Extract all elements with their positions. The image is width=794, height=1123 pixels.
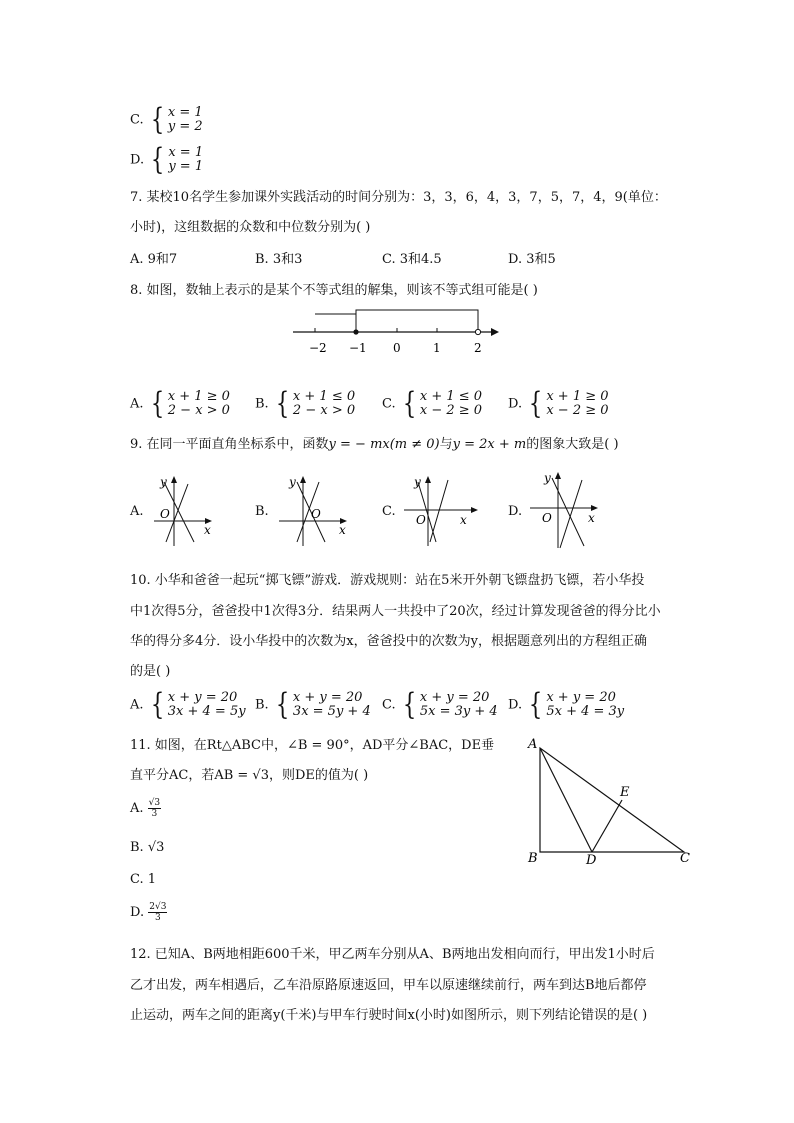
- q9-option-b-label: B.: [255, 504, 269, 519]
- solution-bracket: [356, 310, 478, 332]
- q10-stem-line2: 中1次得5分，爸爸投中1次得3分．结果两人一共投中了20次，经过计算发现爸爸的得分比小: [130, 604, 661, 619]
- x-label: x: [339, 523, 346, 537]
- x-label: x: [460, 513, 467, 527]
- line-2: [430, 480, 448, 542]
- label-c: C: [680, 851, 690, 866]
- q9-option-d-label: D.: [508, 504, 523, 519]
- q10-option-a: A. { x + y = 20 3x + 4 = 5y: [130, 687, 246, 722]
- y-axis-arrow-icon: [425, 476, 431, 483]
- label-1: 1: [433, 341, 441, 355]
- origin-label: O: [416, 513, 426, 527]
- origin-label: O: [542, 511, 552, 525]
- closed-point-minus1: [353, 329, 358, 334]
- q9-stem: 9. 在同一平面直角坐标系中，函数y = − mx(m ≠ 0)与y = 2x + m的图象大致是( ): [130, 437, 619, 452]
- q8-option-d: D. { x + 1 ≥ 0 x − 2 ≥ 0: [508, 386, 609, 421]
- label-0: 0: [393, 341, 401, 355]
- q8-option-a: A. { x + 1 ≥ 0 2 − x > 0: [130, 386, 230, 421]
- x-axis-arrow-icon: [471, 507, 478, 513]
- q7-option-c: C. 3和4.5: [382, 252, 442, 267]
- q7-stem-line2: 小时)，这组数据的众数和中位数分别为( ): [130, 220, 371, 235]
- q10-stem-line4: 的是( ): [130, 664, 171, 679]
- q11-option-a: A. $\frac{√3}{3}$: [130, 798, 161, 819]
- q9-option-c-label: C.: [382, 504, 396, 519]
- q12-stem-line2: 乙才出发，两车相遇后，乙车沿原路原速返回，甲车以原速继续前行，两车到达B地后都停: [130, 978, 647, 993]
- q10-option-c: C. { x + y = 20 5x = 3y + 4: [382, 687, 498, 722]
- q11-option-b: B. √3: [130, 840, 165, 855]
- segment-de: [592, 800, 622, 852]
- triangle-abc: [540, 748, 684, 852]
- q6-option-c: C. { x = 1 y = 2: [130, 102, 203, 137]
- axis-arrow-icon: [491, 328, 499, 336]
- y-axis-arrow-icon: [555, 472, 561, 479]
- y-label: y: [289, 475, 296, 489]
- q11-option-d: D. $\frac{2√3}{3}$: [130, 902, 167, 923]
- q12-stem-line1: 12. 已知A、B两地相距600千米，甲乙两车分别从A、B两地出发相向而行，甲出发1小时后: [130, 947, 655, 962]
- label-minus2: −2: [309, 341, 327, 355]
- q7-option-a: A. 9和7: [130, 252, 178, 267]
- q8-number-line: [285, 304, 515, 360]
- q11-triangle-figure: [520, 734, 700, 868]
- label-d: D: [586, 853, 597, 868]
- q9-option-a-label: A.: [130, 504, 144, 519]
- y-axis-arrow-icon: [171, 476, 177, 483]
- y-label: y: [544, 471, 551, 485]
- label-a: A: [528, 737, 538, 752]
- y-label: y: [414, 475, 421, 489]
- q10-stem-line1: 10. 小华和爸爸一起玩“掷飞镖”游戏．游戏规则：站在5米开外朝飞镖盘扔飞镖，若小华投: [130, 573, 645, 588]
- origin-label: O: [311, 507, 321, 521]
- q11-stem-line1: 11. 如图，在Rt△ABC中，∠B = 90°，AD平分∠BAC，DE垂: [130, 738, 495, 753]
- q10-option-b: B. { x + y = 20 3x = 5y + 4: [255, 687, 371, 722]
- x-label: x: [588, 511, 595, 525]
- y-axis-arrow-icon: [300, 476, 306, 483]
- q10-stem-line3: 华的得分多4分．设小华投中的次数为x，爸爸投中的次数为y，根据题意列出的方程组正确: [130, 634, 647, 649]
- q10-option-d: D. { x + y = 20 5x + 4 = 3y: [508, 687, 625, 722]
- q12-stem-line3: 止运动，两车之间的距离y(千米)与甲车行驶时间x(小时)如图所示，则下列结论错误的是( ): [130, 1008, 648, 1023]
- q8-option-b: B. { x + 1 ≤ 0 2 − x > 0: [255, 386, 356, 421]
- q7-stem-line1: 7. 某校10名学生参加课外实践活动的时间分别为：3，3，6，4，3，7，5，7，4，9(单位：: [130, 190, 667, 205]
- segment-ad: [540, 748, 592, 852]
- label-b: B: [528, 851, 538, 866]
- line-2: [560, 480, 582, 548]
- q11-option-c: C. 1: [130, 872, 157, 887]
- q9-graph-a: [148, 470, 218, 550]
- q9-graph-d: [526, 466, 606, 552]
- label-e: E: [620, 785, 630, 800]
- line-1: [418, 482, 436, 542]
- q8-option-c: C. { x + 1 ≤ 0 x − 2 ≥ 0: [382, 386, 483, 421]
- x-label: x: [204, 523, 211, 537]
- q9-graph-b: [275, 470, 355, 550]
- q11-stem-line2: 直平分AC，若AB = √3，则DE的值为( ): [130, 768, 369, 783]
- q6-option-d: D. { x = 1 y = 1: [130, 142, 204, 177]
- origin-label: O: [160, 507, 170, 521]
- open-point-2: [475, 329, 480, 334]
- q7-option-b: B. 3和3: [255, 252, 303, 267]
- label-2: 2: [474, 341, 482, 355]
- y-label: y: [160, 475, 167, 489]
- label-minus1: −1: [349, 341, 367, 355]
- q8-stem: 8. 如图，数轴上表示的是某个不等式组的解集，则该不等式组可能是( ): [130, 283, 538, 298]
- q9-graph-c: [400, 470, 480, 550]
- q7-option-d: D. 3和5: [508, 252, 556, 267]
